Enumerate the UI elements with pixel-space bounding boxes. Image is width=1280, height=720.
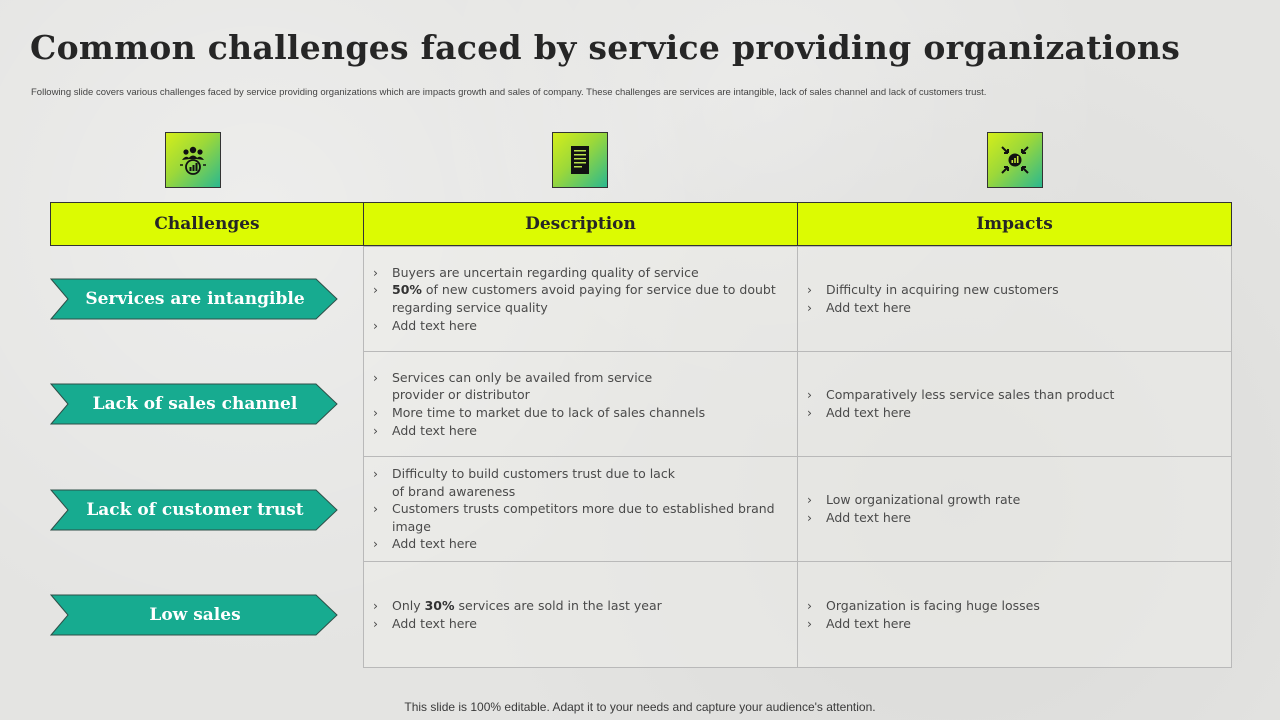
challenge-arrow [50,383,338,425]
list-item: › Services can only be availed from service provider or distributor [392,369,785,404]
list-item: › Customers trusts competitors more due to established brand image [392,500,785,535]
list-item: › More time to market due to lack of sales channels [392,404,785,422]
list-item: › Add text here [392,422,785,440]
impacts-cell [797,351,1232,457]
list-item: › Difficulty to build customers trust due to lack of brand awareness [392,465,785,500]
challenge-label: Low sales [149,605,241,625]
list-item: › Add text here [826,615,1219,633]
list-item: › Add text here [392,615,785,633]
impacts-cell [797,246,1232,352]
impacts-cell [797,456,1232,562]
challenge-arrow [50,489,338,531]
list-item: › 50% of new customers avoid paying for service due to doubt regarding service quality [392,281,785,316]
slide-subtitle: Following slide covers various challenges faced by service providing organizations which are impacts growth and sales of company. These challenges are services are intangible, lack of sales channel and lack of customers trust. [31,87,987,98]
list-item: › Buyers are uncertain regarding quality of service [392,264,785,282]
team-growth-icon [165,132,221,188]
challenge-label: Lack of customer trust [86,500,304,520]
challenge-arrow [50,594,338,636]
footer-note: This slide is 100% editable. Adapt it to your needs and capture your audience's attention. [404,700,876,714]
list-item: › Add text here [826,404,1219,422]
impacts-cell [797,561,1232,668]
description-cell [363,351,798,457]
description-cell [363,246,798,352]
list-item: › Organization is facing huge losses [826,597,1219,615]
challenge-label: Services are intangible [85,289,305,309]
header-impacts: Impacts [797,202,1232,246]
list-item: › Difficulty in acquiring new customers [826,281,1219,299]
challenge-arrow [50,278,338,320]
list-item: › Low organizational growth rate [826,491,1219,509]
header-description: Description [363,202,798,246]
list-item: › Only 30% services are sold in the last year [392,597,785,615]
target-arrows-icon [987,132,1043,188]
header-challenges: Challenges [50,202,364,246]
description-cell [363,456,798,562]
challenge-label: Lack of sales channel [92,394,298,414]
list-item: › Add text here [826,299,1219,317]
list-item: › Comparatively less service sales than product [826,386,1219,404]
list-item: › Add text here [826,509,1219,527]
description-cell [363,561,798,668]
list-item: › Add text here [392,317,785,335]
slide-title: Common challenges faced by service providing organizations [30,28,1181,67]
document-icon [552,132,608,188]
list-item: › Add text here [392,535,785,553]
